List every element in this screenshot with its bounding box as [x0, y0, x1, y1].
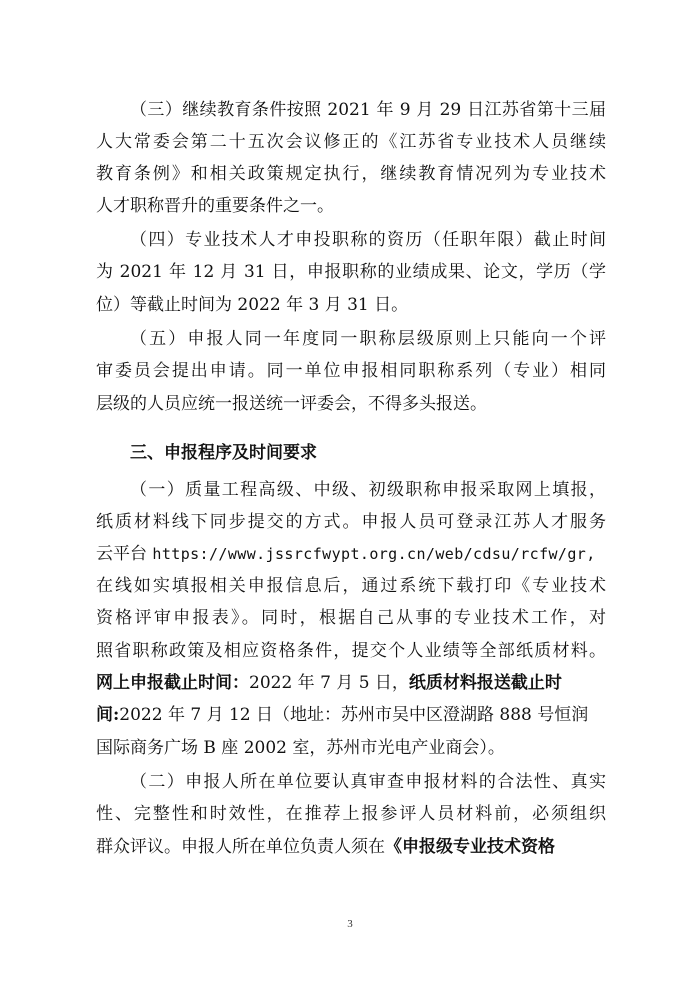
paper-deadline-label: 纸质材料报送截止时 — [408, 673, 562, 693]
section-1-line-5: 资格评审申报表》。同时，根据自己从事的专业技术工作，对 — [96, 608, 606, 628]
section-heading: 三、申报程序及时间要求 — [130, 443, 317, 463]
paragraph-3-line-1: （三）继续教育条件按照 2021 年 9 月 29 日江苏省第十三届 — [130, 100, 606, 120]
section-1-line-3 — [96, 539, 606, 569]
section-1-line-7 — [96, 668, 606, 698]
section-1-line-6: 照省职称政策及相应资格条件，提交个人业绩等全部纸质材料。 — [96, 641, 606, 661]
paragraph-5-line-1: （五）申报人同一年度同一职称层级原则上只能向一个评 — [130, 329, 606, 349]
paper-deadline-date-address: 2022 年 7 月 12 日（地址：苏州市吴中区澄湖路 888 号恒润 — [119, 705, 589, 725]
online-deadline-label: 网上申报截止时间： — [96, 673, 249, 693]
section-1-line-1: （一）质量工程高级、中级、初级职称申报采取网上填报， — [130, 480, 606, 500]
page-number: 3 — [347, 918, 353, 930]
paragraph-3-line-2: 人大常委会第二十五次会议修正的《江苏省专业技术人员继续 — [96, 132, 606, 152]
section-1-line-2: 纸质材料线下同步提交的方式。申报人员可登录江苏人才服务 — [96, 512, 606, 532]
section-1-line-8 — [96, 700, 606, 730]
section-2-line-2: 性、完整性和时效性，在推荐上报参评人员材料前，必须组织 — [96, 804, 606, 824]
paper-deadline-label-end: 间: — [96, 705, 120, 725]
paragraph-4-line-3: 位）等截止时间为 2022 年 3 月 31 日。 — [96, 295, 409, 315]
paragraph-4-line-1: （四）专业技术人才申投职称的资历（任职年限）截止时间 — [130, 230, 606, 250]
section-1-line-4: 在线如实填报相关申报信息后，通过系统下载打印《专业技术 — [96, 576, 606, 596]
paragraph-5-line-2: 审委员会提出申请。同一单位申报相同职称系列（专业）相同 — [96, 361, 606, 381]
paragraph-4-line-2: 为 2021 年 12 月 31 日，申报职称的业绩成果、论文，学历（学 — [96, 262, 606, 282]
section-1-line-9: 国际商务广场 B 座 2002 室，苏州市光电产业商会）。 — [96, 738, 505, 758]
section-2-line-3 — [96, 832, 606, 862]
section-2-line-3-text: 群众评议。申报人所在单位负责人须在 — [96, 837, 385, 857]
paragraph-5-line-3: 层级的人员应统一报送统一评委会，不得多头报送。 — [96, 394, 487, 414]
section-2-line-3-bold: 《申报级专业技术资格 — [385, 837, 555, 857]
section-2-line-1: （二）申报人所在单位要认真审查申报材料的合法性、真实 — [130, 772, 606, 792]
platform-label: 云平台 — [96, 544, 153, 564]
online-deadline-date: 2022 年 7 月 5 日， — [249, 673, 409, 693]
platform-url: https://www.jssrcfwypt.org.cn/web/cdsu/rcfw/gr, — [152, 545, 596, 563]
paragraph-3-line-3: 教育条例》和相关政策规定执行，继续教育情况列为专业技术 — [96, 164, 606, 184]
paragraph-3-line-4: 人才职称晋升的重要条件之一。 — [96, 196, 334, 216]
